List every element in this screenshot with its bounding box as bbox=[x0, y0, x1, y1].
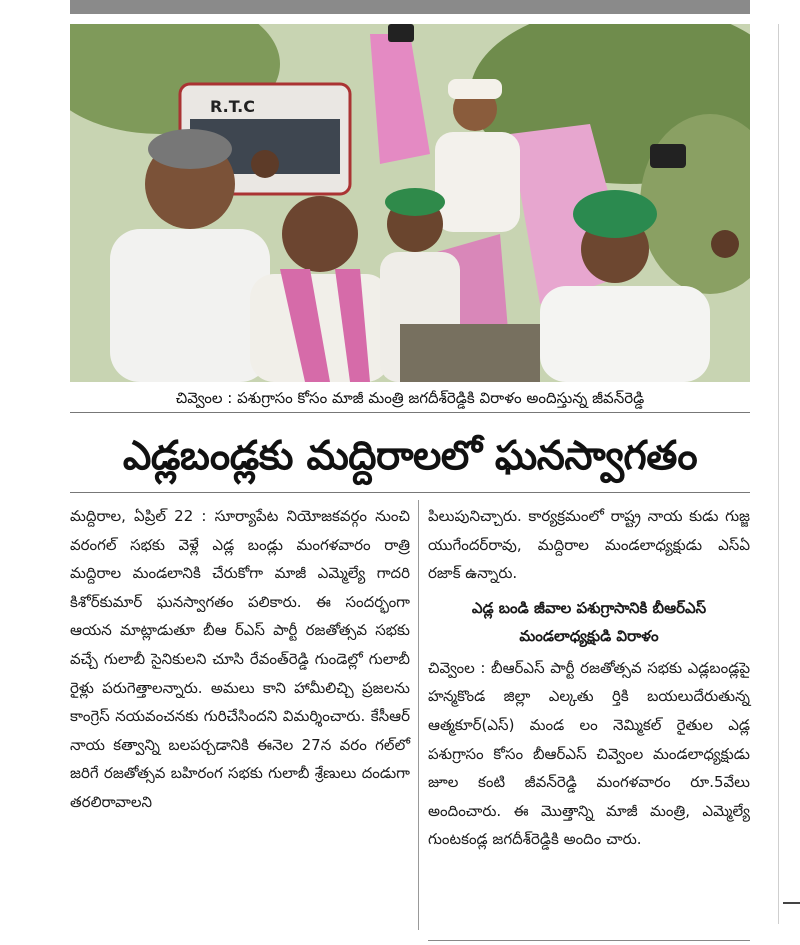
article-left-text: మద్దిరాల, ఏప్రిల్ 22 : సూర్యాపేట నియోజకవర్గం నుంచి వరంగల్ సభకు వెళ్లే ఎడ్ల బండ్లు మంగళవారం రాత్రి మద్దిరాల మండలానికి చేరుకోగా మాజీ ఎమ్మెల్యే గాదరి కిశోర్‌కుమార్ ఘనస్వాగతం పలికారు. ఈ సందర్భంగా ఆయన మాట్లాడుతూ బీఆ ర్‌ఎస్ పార్టీ రజతోత్సవ సభకు వచ్చే గులాబీ సైనికులని చూసి రేవంత్‌రెడ్డి గుండెల్లో గులాబీ రైళ్లు పరుగెత్తాలన్నారు. అమలు కాని హామీలిచ్చి ప్రజలను కాంగ్రెస్ నయవంచనకు గురిచేసిందని విమర్శించారు. కేసీఆర్ నాయ కత్వాన్ని బలపర్చడానికి ఈనెల 27న వరం గల్‌లో జరిగే రజతోత్సవ బహిరంగ సభకు గులాబీ శ్రేణులు దండుగా తరలిరావాలని bbox=[70, 507, 410, 811]
page-top-bar bbox=[70, 0, 750, 14]
article-column-right bbox=[428, 502, 750, 854]
headline-rule bbox=[70, 492, 750, 493]
caption-rule bbox=[70, 412, 750, 413]
photo-caption: చివ్వెంల : పశుగ్రాసం కోసం మాజీ మంత్రి జగదీశ్‌రెడ్డికి విరాళం అందిస్తున్న జీవన్‌రెడ్డి bbox=[175, 389, 645, 407]
news-photo bbox=[70, 24, 750, 382]
subheadline: ఎడ్ల బండి జీవాల పశుగ్రాసానికి బీఆర్ఎస్ మండలాధ్యక్షుడి విరాళం bbox=[471, 598, 707, 645]
page-right-edge bbox=[778, 24, 779, 924]
bus-label: R.T.C bbox=[210, 97, 255, 116]
article-right-bottom-text: చివ్వెంల : బీఆర్‌ఎస్ పార్టీ రజతోత్సవ సభకు ఎడ్లబండ్లపై హన్మకొండ జిల్లా ఎల్కతు ర్తికి బయలుదేరుతున్న ఆత్మకూర్(ఎస్) మండ లం నెమ్మికల్ రైతుల ఎడ్ల పశుగ్రాసం కోసం బీఆర్‌ఎస్ చివ్వెంల మండలాధ్యక్షుడు జూల కంటి జీవన్‌రెడ్డి మంగళవారం రూ.5వేలు అందించారు. ఈ మొత్తాన్ని మాజీ మంత్రి, ఎమ్మెల్యే గుంటకండ్ల జగదీశ్‌రెడ్డికి అందిం చారు. bbox=[428, 658, 750, 849]
bottom-rule bbox=[428, 940, 750, 941]
article-right-top-text: పిలుపునిచ్చారు. కార్యక్రమంలో రాష్ట్ర నాయ కుడు గుజ్జ యుగేందర్‌రావు, మద్దిరాల మండలాధ్యక్షుడు ఎస్‌ఏ రజాక్ ఉన్నారు. bbox=[428, 507, 750, 583]
headline: ఎడ్లబండ్లకు మద్దిరాలలో ఘనస్వాగతం bbox=[122, 433, 698, 479]
photo-illustration bbox=[70, 24, 750, 382]
article-column-left bbox=[70, 502, 410, 817]
page-right-tab bbox=[783, 902, 800, 904]
column-divider bbox=[418, 500, 419, 930]
